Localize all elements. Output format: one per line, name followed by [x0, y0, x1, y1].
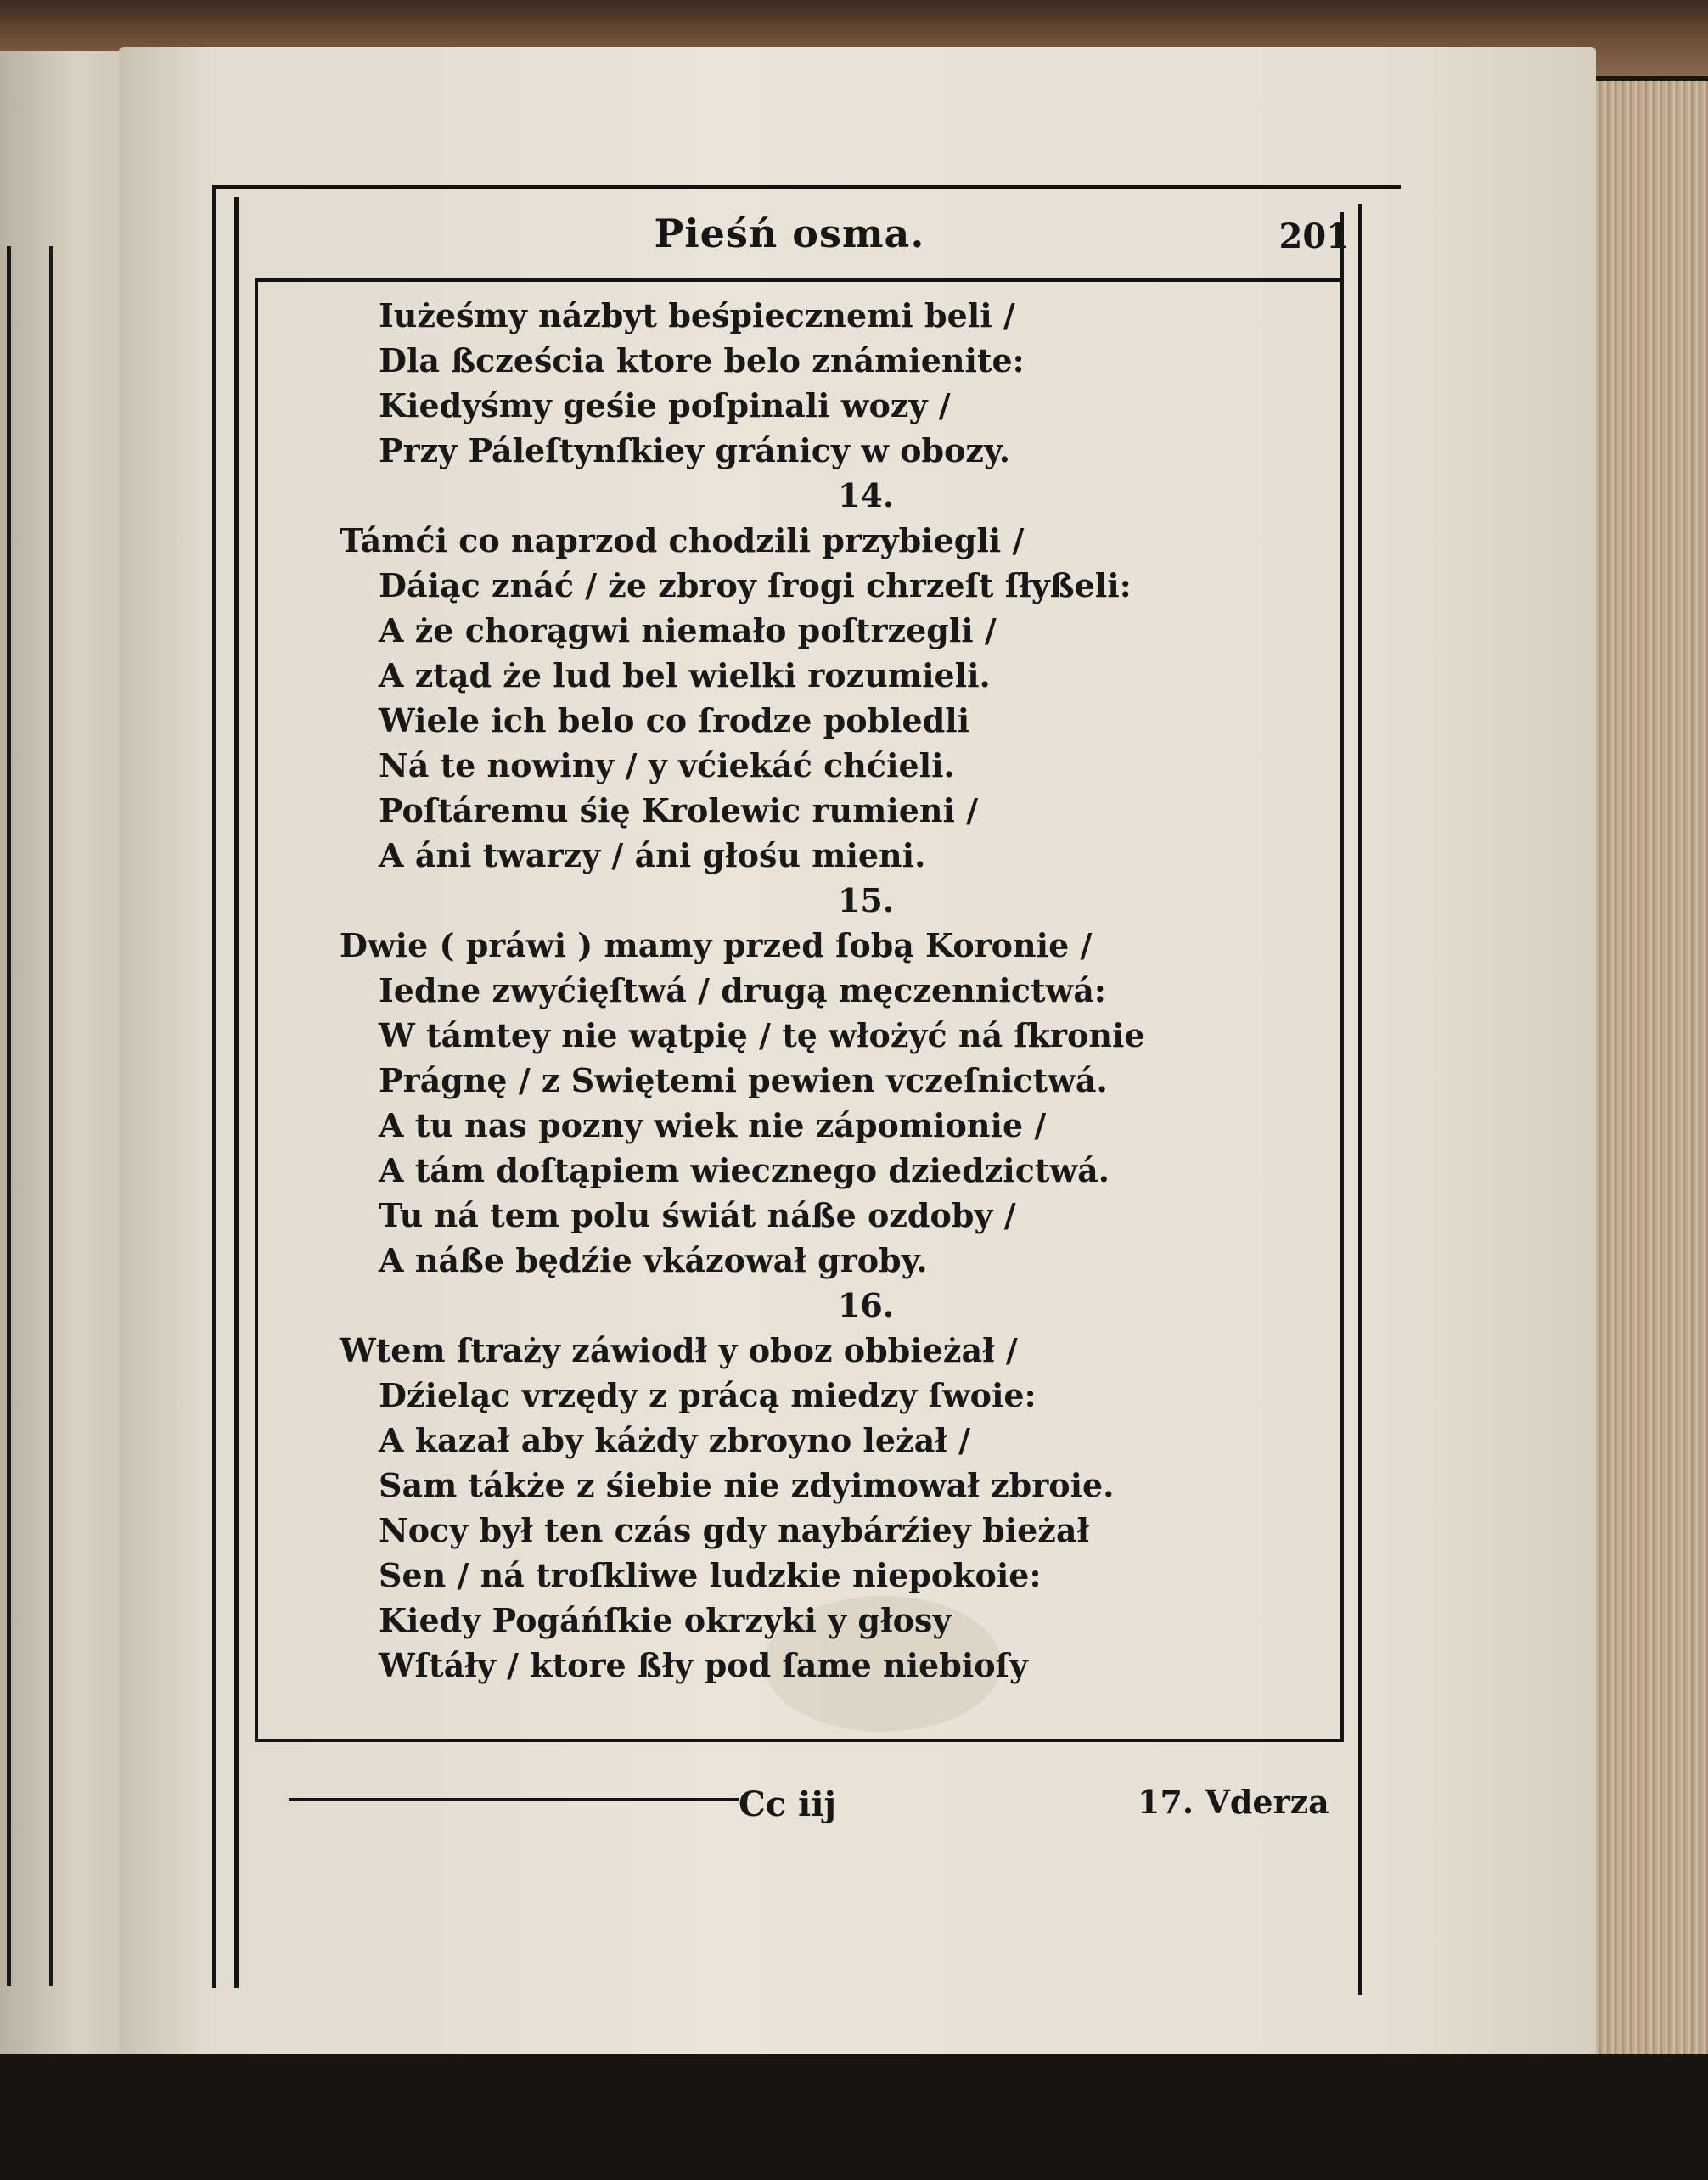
poem-text	[340, 293, 1341, 1688]
verse-line: Kiedyśmy geśie poſpinali wozy /	[379, 386, 951, 424]
left-page-frame-rule	[7, 246, 11, 1986]
left-page-frame-rule	[49, 246, 53, 1986]
verse-line: Iużeśmy názbyt beśpiecznemi beli /	[379, 296, 1015, 334]
frame-left-outer-rule	[212, 188, 216, 1988]
verse-line: W támtey nie wątpię / tę włożyć ná ſkronie	[379, 1016, 1145, 1054]
verse-line: A ztąd że lud bel wielki rozumieli.	[379, 656, 991, 694]
left-page-edge	[0, 51, 131, 2105]
frame-left-inner-rule	[234, 197, 239, 1988]
verse-line: A tu nas pozny wiek nie zápomionie /	[379, 1106, 1047, 1144]
stanza-number: 16.	[837, 1286, 895, 1324]
folio-number: 201	[1278, 216, 1350, 256]
verse-line: Iedne zwyćięſtwá / drugą męczennictwá:	[379, 971, 1106, 1009]
verse-line: A że chorągwi niemało poſtrzegli /	[379, 611, 997, 649]
background-dark	[0, 2054, 1708, 2180]
verse-line: Dwie ( práwi ) mamy przed ſobą Koronie /	[340, 926, 1093, 964]
verse-line: Nocy był ten czás gdy naybárźiey bieżał	[379, 1511, 1090, 1549]
verse-line: Wiele ich belo co ſrodze pobledli	[379, 701, 970, 739]
frame-right-outer-rule	[1358, 204, 1362, 1995]
page-fore-edge	[1587, 81, 1708, 2118]
verse-line: Dźieląc vrzędy z prácą miedzy ſwoie:	[379, 1376, 1037, 1414]
verse-line: Ná te nowiny / y vćiekáć chćieli.	[379, 746, 955, 784]
stanza-number: 14.	[837, 476, 895, 514]
verse-line: Dáiąc znáć / że zbroy ſrogi chrzeſt ſłyßeli:	[379, 566, 1132, 604]
verse-line: Dla ßcześcia ktore belo známienite:	[379, 341, 1025, 379]
verse-line: Támći co naprzod chodzili przybiegli /	[340, 521, 1025, 559]
verse-line: Kiedy Pogáńſkie okrzyki y głosy	[379, 1601, 952, 1639]
catchword: 17. Vderza	[1138, 1783, 1329, 1821]
signature-mark: Cc iij	[739, 1784, 836, 1824]
stanza-number: 15.	[837, 881, 895, 919]
footer-rule	[289, 1798, 739, 1801]
page-title: Pieśń osma.	[654, 211, 925, 256]
verse-line: Sam tákże z śiebie nie zdyimował zbroie.	[379, 1466, 1115, 1504]
verse-line: Wtem ſtraży záwiodł y oboz obbieżał /	[340, 1331, 1018, 1369]
verse-line: A náße będźie vkázował groby.	[379, 1241, 928, 1279]
verse-line: Prágnę / z Swiętemi pewien vczeſnictwá.	[379, 1061, 1108, 1099]
verse-line: A tám doſtąpiem wiecznego dziedzictwá.	[379, 1151, 1110, 1189]
header-rule	[255, 278, 1341, 282]
text-bottom-rule	[255, 1739, 1344, 1742]
verse-line: A áni twarzy / áni głośu mieni.	[379, 836, 926, 874]
verse-line: Wſtáły / ktore ßły pod ſame niebioſy	[379, 1646, 1029, 1684]
verse-line: A kazał aby káżdy zbroyno leżał /	[379, 1421, 970, 1459]
verse-line: Przy Páleſtynſkiey gránicy w obozy.	[379, 431, 1010, 469]
verse-line: Sen / ná troſkliwe ludzkie niepokoie:	[379, 1556, 1042, 1594]
verse-line: Tu ná tem polu świát náße ozdoby /	[379, 1196, 1016, 1234]
frame-text-left-rule	[255, 282, 258, 1742]
frame-top-rule	[212, 185, 1401, 189]
verse-line: Poſtáremu śię Krolewic rumieni /	[379, 791, 979, 829]
